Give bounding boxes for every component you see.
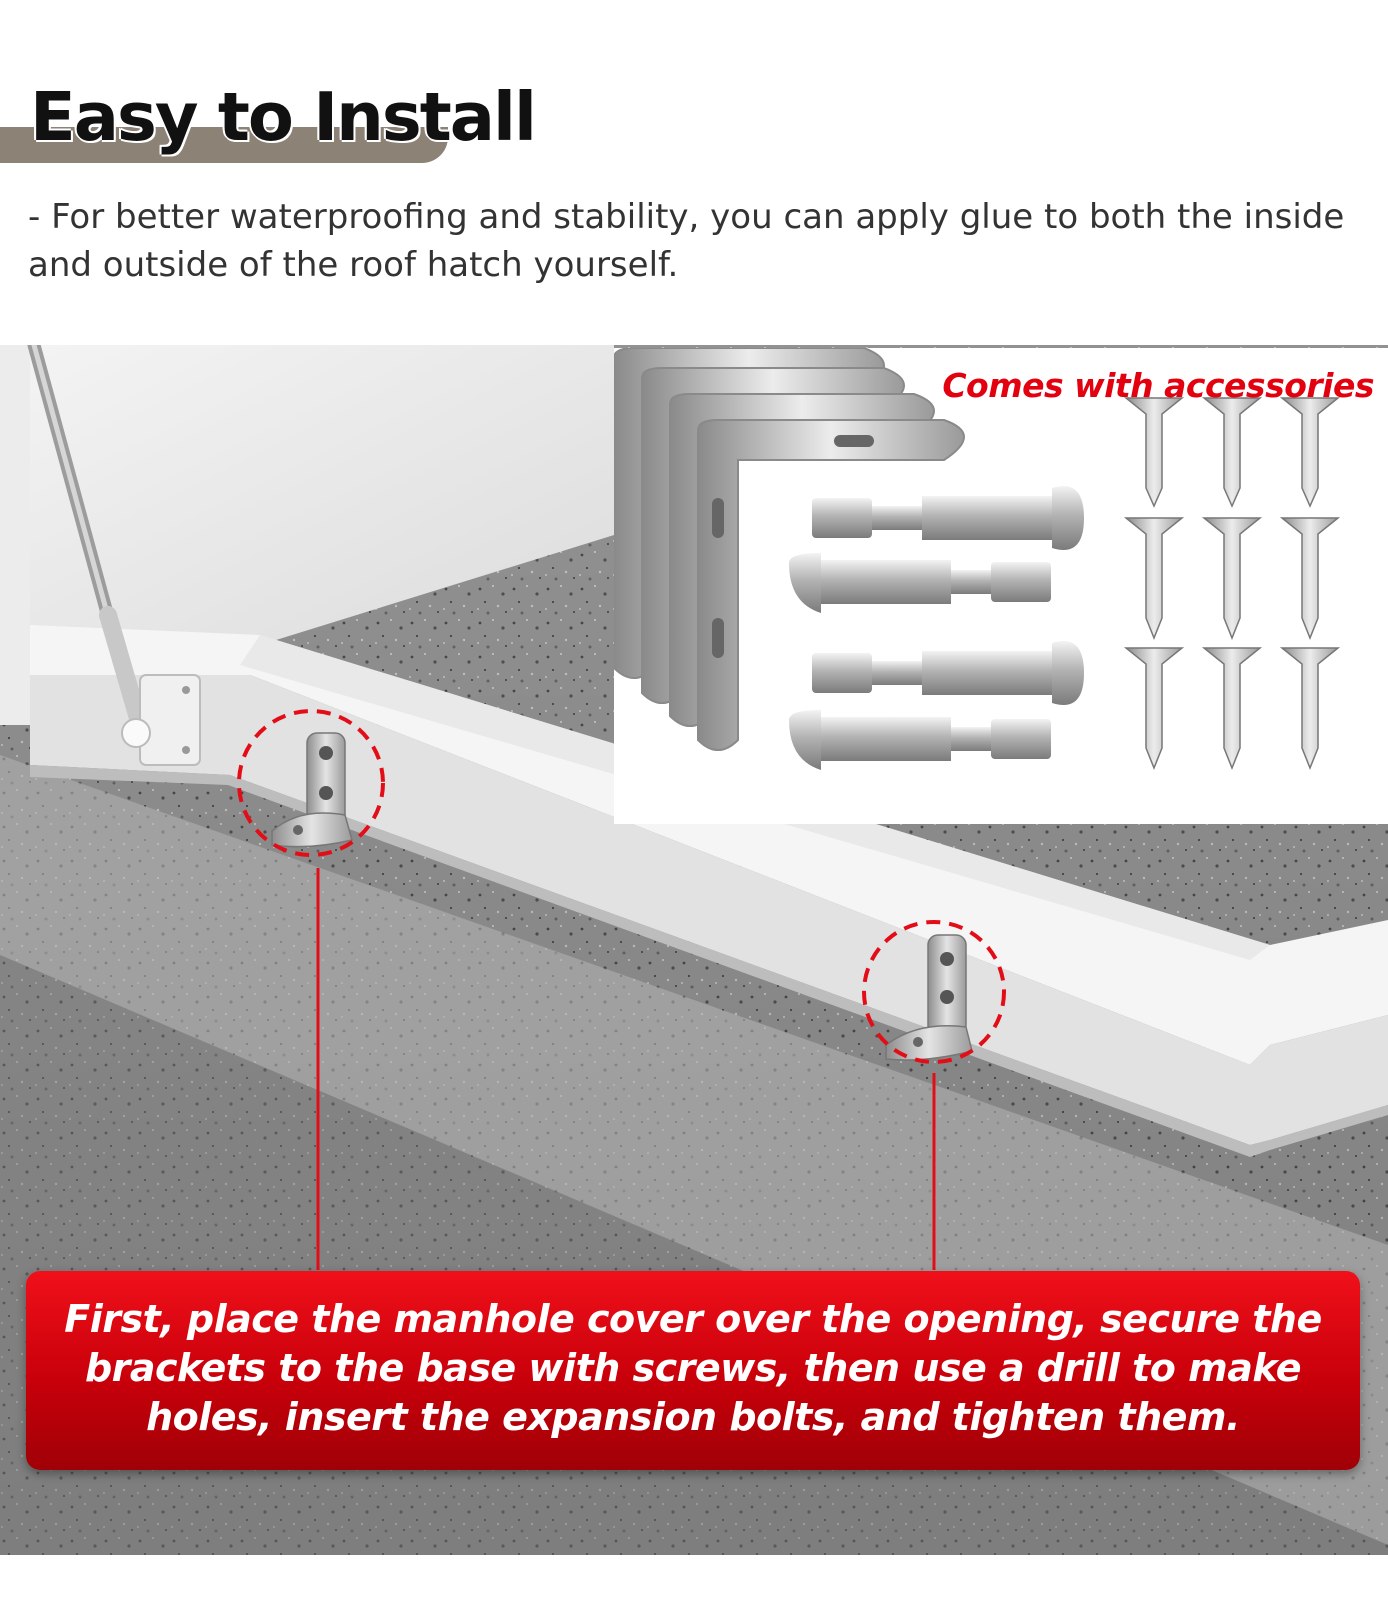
accessories-illustration bbox=[614, 348, 1388, 824]
instruction-text: First, place the manhole cover over the opening, secure the brackets to the base with screws, then use a drill to make holes, insert the expansion bolts, and tighten them. bbox=[64, 1297, 1322, 1439]
instruction-banner bbox=[26, 1271, 1360, 1470]
expansion-bolts bbox=[789, 486, 1084, 770]
accessories-panel bbox=[614, 348, 1388, 824]
footer-blank bbox=[0, 1555, 1388, 1601]
screws bbox=[1126, 398, 1338, 768]
angle-brackets bbox=[614, 348, 964, 750]
header bbox=[0, 0, 1388, 330]
page-title: Easy to Install bbox=[30, 78, 535, 156]
accessories-label: Comes with accessories bbox=[942, 366, 1374, 405]
subtitle: - For better waterproofing and stability, you can apply glue to both the inside and outside of the roof hatch yourself. bbox=[28, 197, 1345, 285]
